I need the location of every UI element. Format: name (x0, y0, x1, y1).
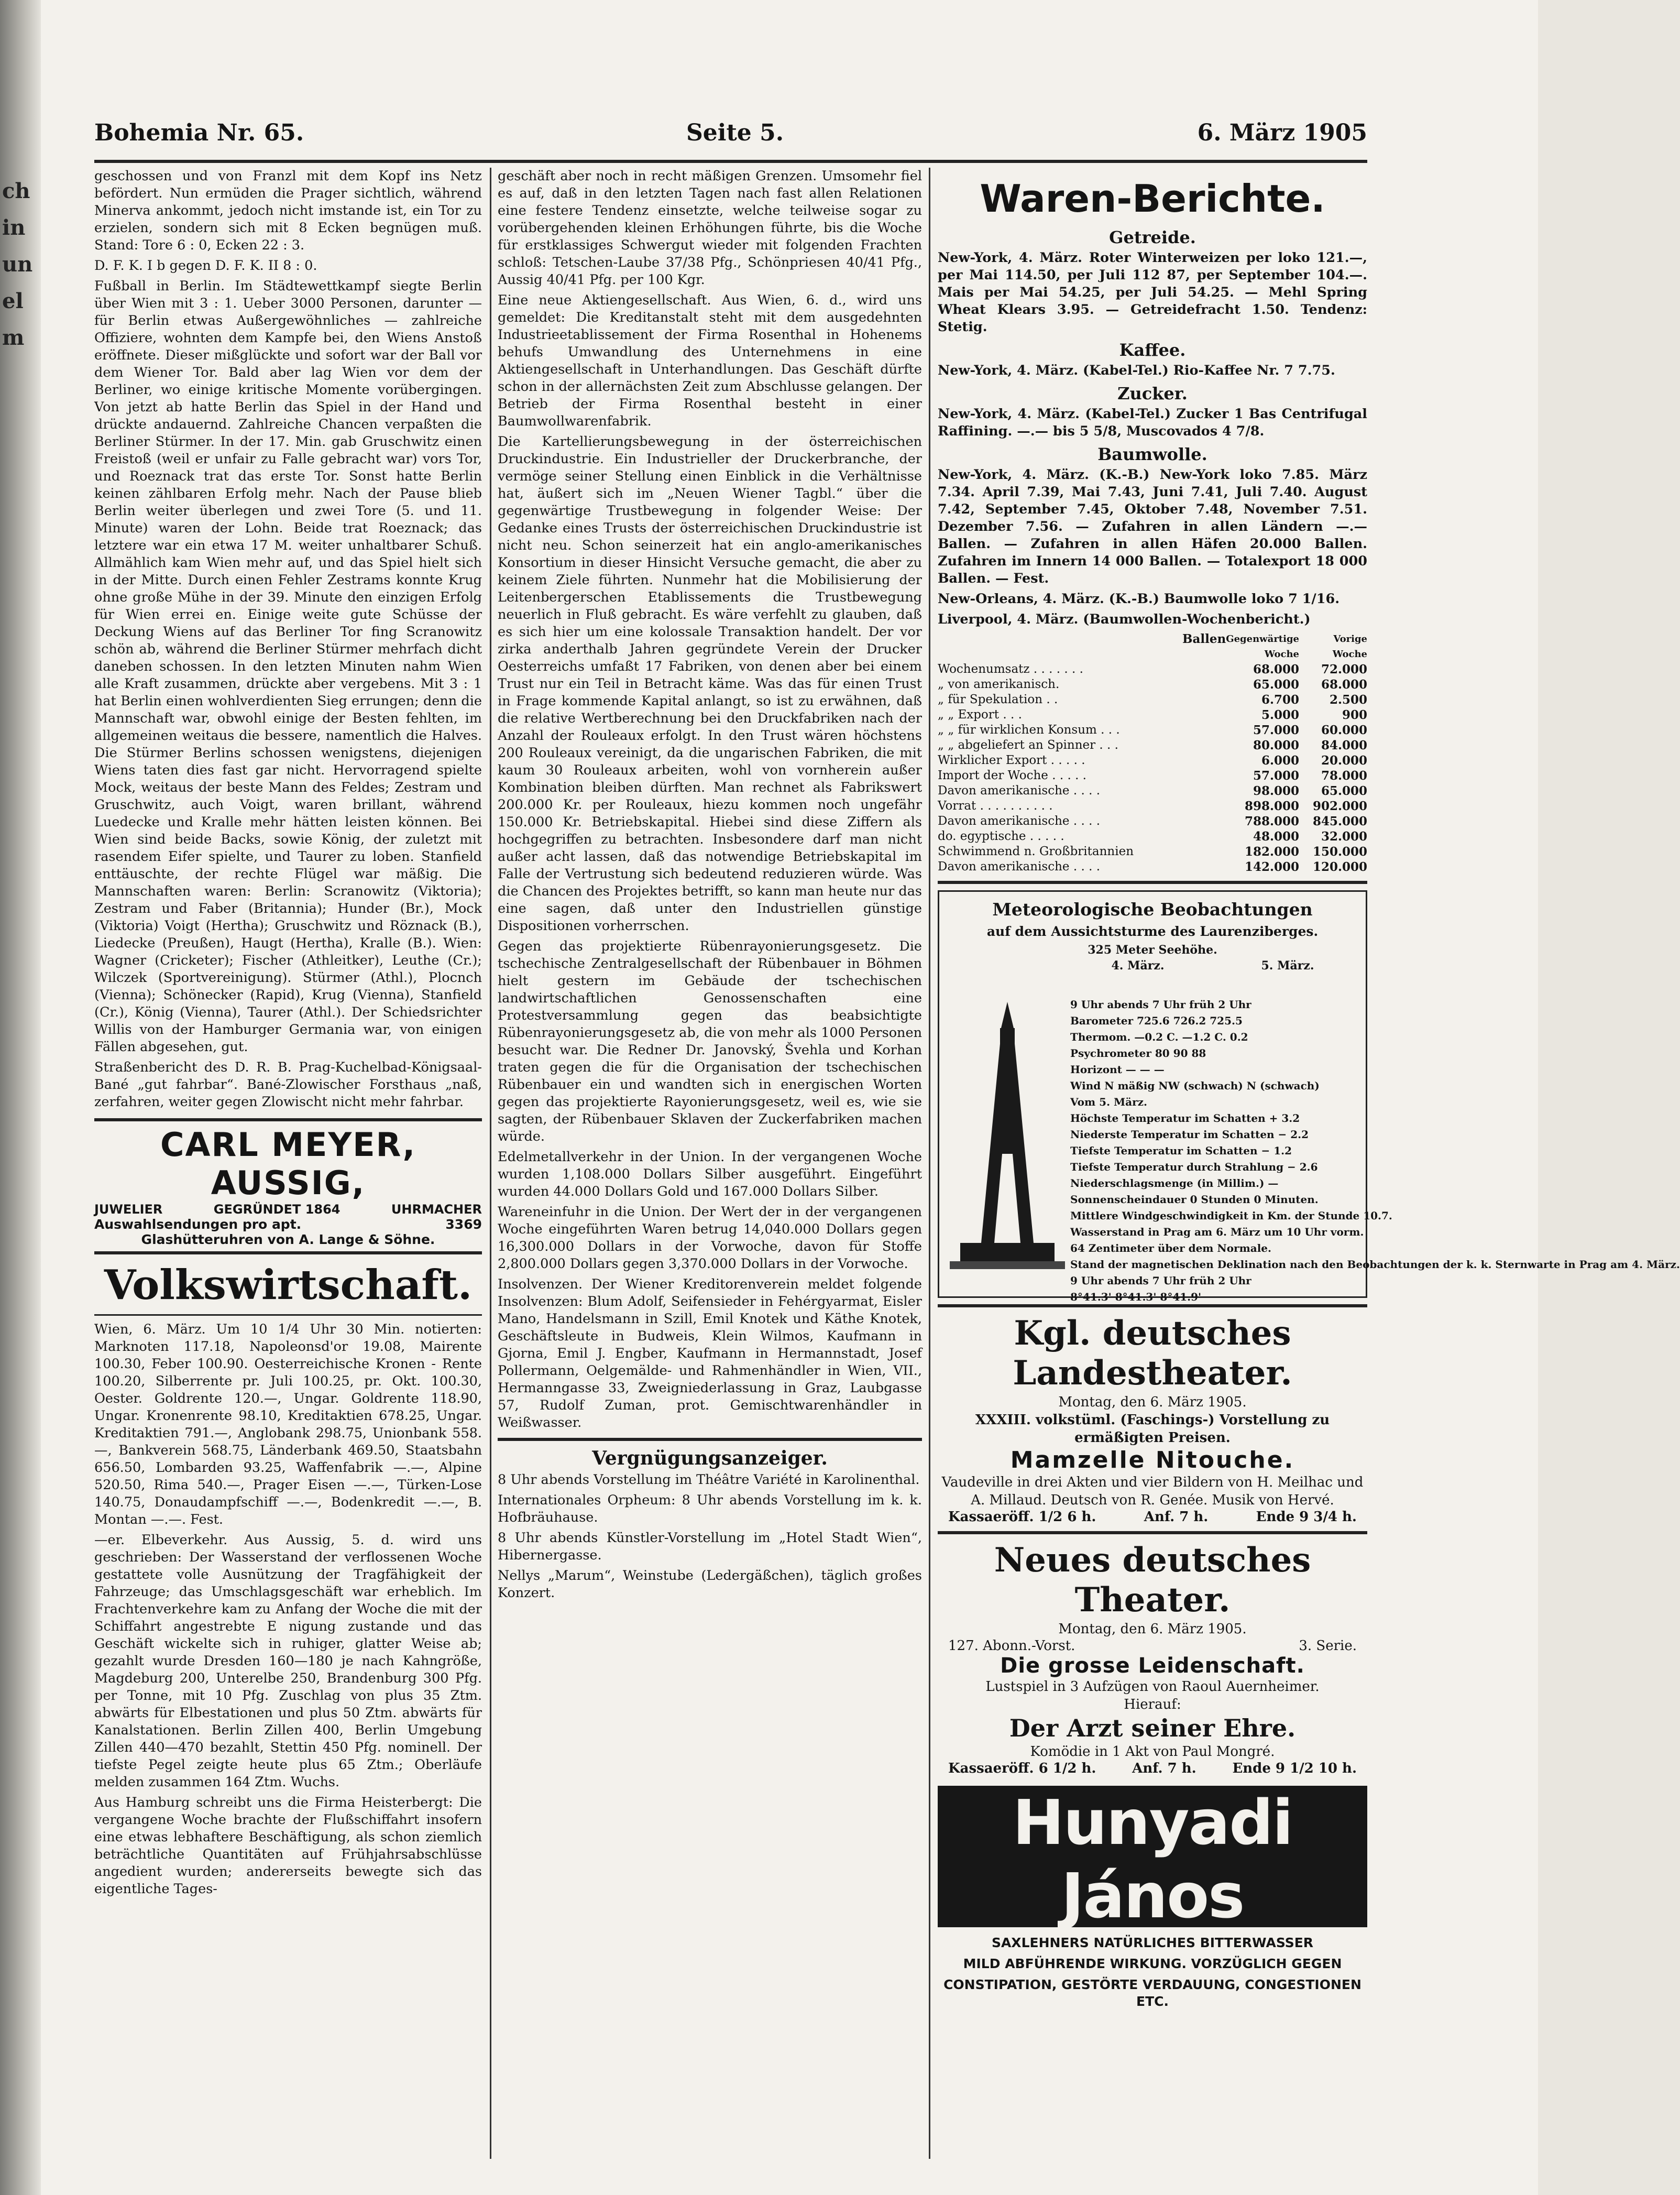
page-header (94, 119, 1367, 156)
neues-theater-abonn: 127. Abonn.-Vorst. (948, 1638, 1075, 1654)
table-cell-label: „ von amerikanisch. (938, 678, 1060, 691)
table-row (938, 677, 1367, 692)
meteo-line: Mittlere Windgeschwindigkeit in Km. der Stunde 10.7. (1070, 1209, 1392, 1222)
landestheater-ad (938, 1314, 1367, 1525)
meteo-line: Niederschlagsmenge (in Millim.) — (1070, 1177, 1279, 1189)
landestheater-date: Montag, den 6. März 1905. (1058, 1394, 1247, 1410)
neues-theater-line4: Komödie in 1 Akt von Paul Mongré. (1030, 1744, 1275, 1760)
economy-paragraph-4: Gegen das projektierte Rübenrayonierungsgesetz. Die tschechische Zentralgesellschaft der Rübenbauer in Böhmen hielt gestern im Gebäude der tschechischen landwirtschaftlichen Genossenschaften eine Protestversammlung gegen das beabsichtigte Rübenrayonierungsgesetz ab, die von mehr als 1000 Personen besucht war. Die Redner Dr. Janovský, Švehla und Korhan traten gegen die für die Organisation der tschechischen Rübenbauer ein und wandten sich in energischen Worten gegen das projektierte Rayonierungsgesetz, weil es, wie sie sagten, der Rübenbauer Sklaven der Zuckerfabriken machen würde. (498, 938, 922, 1144)
table-cell-current: 65.000 (1253, 678, 1299, 692)
zucker-text: New-York, 4. März. (Kabel-Tel.) Zucker 1 Bas Centrifugal Raffining. —.— bis 5 5/8, Muscovados 4 7/8. (938, 406, 1367, 439)
landestheater-start: Anf. 7 h. (1144, 1509, 1209, 1525)
liverpool-head: Liverpool, 4. März. (Baumwollen-Wochenbericht.) (938, 611, 1311, 627)
table-cell-label: Davon amerikanische . . . . (938, 860, 1101, 873)
hunyadi-janos-ad (938, 1786, 1367, 2009)
previous-page-fragment: m (2, 325, 25, 350)
table-cell-previous: 84.000 (1321, 738, 1367, 752)
table-row (938, 844, 1367, 859)
table-col-previous: Vorige Woche (1332, 634, 1367, 660)
meteo-line: Stand der magnetischen Deklination nach den Beobachtungen der k. k. Sternwarte in Prag am 4. März. (1070, 1258, 1680, 1271)
volkswirtschaft-paragraph-3: Aus Hamburg schreibt uns die Firma Heisterbergt: Die vergangene Woche brachte der Flußschiffahrt insofern eine etwas lebhaftere Beschäftigung, als schon ziemlich beträchtliche Quantitäten auf Frühjahrsabschlüsse angedient wurden; andererseits bewegte sich das eigentliche Tages- (94, 1795, 482, 1897)
sport-paragraph-4: Straßenbericht des D. R. B. Prag-Kuchelbad-Königsaal-Bané „gut fahrbar“. Bané-Zlowischer Forsthaus „naß, zerfahren, weiter gegen Zlowischt nicht mehr fahrbar. (94, 1060, 482, 1110)
table-cell-current: 142.000 (1244, 860, 1299, 874)
neues-theater-series (938, 1638, 1367, 1654)
ad-meyer-trades (94, 1202, 482, 1217)
meteo-line: Wind N mäßig NW (schwach) N (schwach) (1070, 1079, 1320, 1092)
table-cell-label: Vorrat . . . . . . . . . . (938, 799, 1053, 813)
table-cell-previous: 2.500 (1329, 693, 1367, 707)
table-cell-label: Davon amerikanische . . . . (938, 784, 1101, 798)
meteo-line: Niederste Temperatur im Schatten − 2.2 (1070, 1128, 1309, 1141)
meteo-line: 8°41.3' 8°41.3' 8°41.9' (1070, 1291, 1202, 1303)
table-cell-current: 48.000 (1253, 829, 1299, 844)
landestheater-open: Kassaeröff. 1/2 6 h. (948, 1509, 1096, 1525)
table-row (938, 799, 1367, 814)
ad-meyer-right: UHRMACHER (391, 1202, 482, 1217)
vergnuegung-list (498, 1471, 922, 1602)
laurenzi-tower-illustration (950, 997, 1065, 1269)
table-cell-previous: 72.000 (1321, 662, 1367, 676)
ad-meyer-line3: Glashütteruhren von A. Lange & Söhne. (141, 1232, 435, 1247)
table-row (938, 707, 1367, 723)
table-cell-current: 5.000 (1261, 708, 1299, 722)
table-row (938, 738, 1367, 753)
table-cell-current: 788.000 (1244, 814, 1299, 828)
sport-paragraph-2: D. F. K. I b gegen D. F. K. II 8 : 0. (94, 258, 317, 274)
table-row (938, 662, 1367, 677)
table-cell-label: „ für Spekulation . . (938, 693, 1058, 706)
table-col-label: Ballen (1182, 632, 1226, 646)
neues-theater-line3: Hierauf: (1124, 1697, 1181, 1712)
table-cell-current: 182.000 (1244, 845, 1299, 859)
table-cell-previous: 60.000 (1321, 723, 1367, 737)
baumwolle-head: Baumwolle. (1097, 444, 1207, 464)
baumwolle-text-2: New-Orleans, 4. März. (K.-B.) Baumwolle loko 7 1/16. (938, 591, 1340, 607)
meteo-date-2: 5. März. (1261, 959, 1314, 973)
economy-paragraph-2: Eine neue Aktiengesellschaft. Aus Wien, 6. d., wird uns gemeldet: Die Kreditanstalt steht mit dem ausgedehnten Industrieetablissement der Firma Rosenthal in Hohenems behufs Umwandlung des Unternehmens in eine Aktiengesellschaft in Unterhandlungen. Das Geschäft dürfte schon in der allernächsten Zeit zum Abschlusse gelangen. Der Betrieb der Firma Rosenthal besteht in einer Baumwollwarenfabrik. (498, 292, 922, 429)
neues-theater-end: Ende 9 1/2 10 h. (1232, 1761, 1357, 1776)
table-cell-label: do. egyptische . . . . . (938, 829, 1064, 843)
economy-paragraph-7: Insolvenzen. Der Wiener Kreditorenverein meldet folgende Insolvenzen: Blum Adolf, Seifensieder in Fehérgyarmat, Eisler Mano, Handelsmann in Szill, Emil Knotek und Käthe Knotek, Geschäftsleute in Budweis, Klein Wilmos, Kaufmann in Gjorna, Emil J. Engber, Kaufmann in Hermannstadt, Josef Pollermann, Oelgemälde- und Rahmenhändler in Wien, VII., Hermanngasse 33, Zweigniederlassung in Graz, Laubgasse 57, Rudolf Zuman, prot. Gemischtwarenhändler in Weißwasser. (498, 1276, 922, 1430)
vergnuegung-item-2: Internationales Orpheum: 8 Uhr abends Vorstellung im k. k. Hofbräuhause. (498, 1492, 922, 1525)
table-col-current: Gegenwärtige Woche (1226, 634, 1299, 660)
hunyadi-line3: CONSTIPATION, GESTÖRTE VERDAUUNG, CONGESTIONEN ETC. (938, 1974, 1367, 2012)
table-cell-label: Schwimmend n. Großbritannien (938, 845, 1134, 858)
table-cell-current: 57.000 (1253, 769, 1299, 783)
neues-theater-play: Die grosse Leidenschaft. (1000, 1654, 1305, 1678)
landestheater-line1: XXXIII. volkstüml. (Faschings-) Vorstellung zu ermäßigten Preisen. (975, 1412, 1330, 1446)
table-cell-current: 80.000 (1253, 738, 1299, 752)
hunyadi-line2: MILD ABFÜHRENDE WIRKUNG. VORZÜGLICH GEGEN (938, 1953, 1367, 1974)
column-left (94, 168, 482, 2159)
economy-paragraph-6: Wareneinfuhr in die Union. Der Wert der in der vergangenen Woche eingeführten Waren betrug 14,040.000 Dollars gegen 16,300.000 Dollars in der Vorwoche, davon für Stoffe 2,800.000 Dollars gegen 3,370.000 Dollars in der Vorwoche. (498, 1204, 922, 1272)
landestheater-name: Kgl. deutsches Landestheater. (1013, 1314, 1292, 1393)
kaffee-head: Kaffee. (1119, 340, 1186, 360)
table-header-row (938, 631, 1367, 662)
table-cell-previous: 32.000 (1321, 829, 1367, 844)
meteo-line: Tiefste Temperatur im Schatten − 1.2 (1070, 1144, 1292, 1157)
meteo-line: Sonnenscheindauer 0 Stunden 0 Minuten. (1070, 1193, 1319, 1206)
meteo-readings (1070, 997, 1680, 1305)
previous-page-fragment: in (2, 215, 26, 240)
baumwolle-text-1: New-York, 4. März. (K.-B.) New-York loko 7.85. März 7.34. April 7.39, Mai 7.43, Juni 7.41, Juli 7.40. August 7.42, September 7.45, Oktober 7.48, November 7.51. Dezember 7.56. — Zufahren in allen Ländern —.— Ballen. — Zufahren in allen Häfen 20.000 Ballen. Zufahren im Innern 14 000 Ballen. — Totalexport 18 000 Ballen. — Fest. (938, 467, 1367, 586)
table-row (938, 859, 1367, 875)
landestheater-times (938, 1509, 1367, 1525)
table-cell-label: „ „ Export . . . (938, 708, 1022, 722)
table-cell-label: Davon amerikanische . . . . (938, 814, 1101, 828)
previous-page-fragment: un (2, 252, 33, 277)
sport-paragraph-1: geschossen und von Franzl mit dem Kopf ins Netz befördert. Nun ermüden die Prager sichtlich, während Minerva ankommt, jedoch nicht imstande ist, ein Tor zu erzielen, sondern sich mit 8 Ecken begnügen muß. Stand: Tore 6 : 0, Ecken 22 : 3. (94, 168, 482, 253)
economy-paragraph-1: geschäft aber noch in recht mäßigen Grenzen. Umsomehr fiel es auf, daß in den letzten Tagen nach fast allen Relationen eine festere Tendenz einsetzte, welche teilweise sogar zu vorübergehenden kleinen Erhöhungen führte, bis die Woche für erstklassiges Schwergut wieder mit folgenden Frachten schloß: Tetschen-Laube 37/38 Pfg., Schönpriesen 40/41 Pfg., Aussig 40/41 Pfg. per 100 Kgr. (498, 168, 922, 288)
meteo-altitude: 325 Meter Seehöhe. (1088, 943, 1217, 957)
table-row (938, 768, 1367, 783)
column-divider-2 (929, 168, 930, 2159)
landestheater-play: Mamzelle Nitouche. (1010, 1447, 1295, 1473)
kaffee-text: New-York, 4. März. (Kabel-Tel.) Rio-Kaffee Nr. 7 7.75. (938, 363, 1335, 378)
previous-page-fragments (2, 173, 34, 356)
table-cell-label: „ „ für wirklichen Konsum . . . (938, 723, 1120, 737)
column-divider-1 (490, 168, 491, 2159)
vergnuegung-item-3: 8 Uhr abends Künstler-Vorstellung im „Hotel Stadt Wien“, Hibernergasse. (498, 1530, 922, 1563)
getreide-head: Getreide. (1109, 227, 1196, 247)
landestheater-line2: Vaudeville in drei Akten und vier Bildern von H. Meilhac und A. Millaud. Deutsch von R. Genée. Musik von Hervé. (941, 1475, 1364, 1508)
table-cell-current: 6.000 (1261, 753, 1299, 768)
neues-theater-rule (938, 1531, 1367, 1534)
meteo-line: 9 Uhr abends 7 Uhr früh 2 Uhr (1070, 998, 1251, 1011)
table-cell-label: Wirklicher Export . . . . . (938, 753, 1085, 767)
ad-meyer-line2-number: 3369 (445, 1217, 482, 1232)
neues-theater-ad (938, 1541, 1367, 1776)
table-cell-previous: 68.000 (1321, 678, 1367, 692)
table-row (938, 753, 1367, 768)
volkswirtschaft-paragraph-2: —er. Elbeverkehr. Aus Aussig, 5. d. wird uns geschrieben: Der Wasserstand der verflossenen Woche gestattete volle Ausnützung der Tragfähigkeit der Fahrzeuge; das Umschlagsgeschäft war erheblich. Im Frachtenverkehre kam zu Anfang der Woche die mit der Schiffahrt angestrebte E nigung zustande und das Geschäft wickelte sich in ruhiger, glatter Weise ab; gezahlt wurde Dresden 160—180 je nach Kahngröße, Magdeburg 200, Unterelbe 250, Brandenburg 300 Pfg. per Tonne, mit 10 Pfg. Zuschlag von plus 35 Ztm. abwärts für Elbestationen und plus 50 Ztm. abwärts für Kanalstationen. Berlin Zillen 400, Berlin Umgebung Zillen 440—470 bezahlt, Stettin 450 Pfg. nominell. Der tiefste Pegel zeigte heute plus 65 Ztm.; Oberläufe melden zusammen 164 Ztm. Wuchs. (94, 1532, 482, 1790)
table-row (938, 692, 1367, 707)
meteo-line: Thermom. —0.2 C. —1.2 C. 0.2 (1070, 1031, 1248, 1043)
meteo-line: Tiefste Temperatur durch Strahlung − 2.6 (1070, 1161, 1318, 1173)
vergnuegung-item-4: Nellys „Marum“, Weinstube (Ledergäßchen), täglich großes Konzert. (498, 1568, 922, 1601)
header-rule (94, 160, 1367, 163)
meteo-rule (938, 881, 1367, 884)
table-row (938, 723, 1367, 738)
table-cell-current: 6.700 (1261, 693, 1299, 707)
waren-title: Waren-Berichte. (980, 177, 1325, 221)
meteo-line: Wasserstand in Prag am 6. März um 10 Uhr vorm. (1070, 1226, 1364, 1238)
sport-paragraph-3: Fußball in Berlin. Im Städtewettkampf siegte Berlin über Wien mit 3 : 1. Ueber 3000 Personen, darunter — für Berlin etwas Außergewöhnliches — zahlreiche Offiziere, wohnten dem Kampfe bei, den Wiens Anstoß eröffnete. Dieser mißglückte und sofort war der Ball vor dem Wiener Tor. Bald aber lag Wien vor dem der Berliner, wo einige kritische Momente vorübergingen. Von jetzt ab hatte Berlin das Spiel in der Hand und drückte andauernd. Zahlreiche Chancen verpaßten die Berliner Stürmer. In der 17. Min. gab Gruschwitz einen Freistoß (weil er unfair zu Falle gebracht war) vors Tor, und Roeznack trat das erste Tor. Sonst hatte Berlin keinen zählbaren Erfolg mehr. Nach der Pause blieb Berlin weiter überlegen und zwei Tore (5. und 11. Minute) waren der Lohn. Beide trat Roeznack; das letztere war ein etwa 17 M. weiter unhaltbarer Schuß. Allmählich kam Wien mehr auf, und das Spiel hielt sich in der Mitte. Durch einen Fehler Zestrams konnte Krug ohne große Mühe in der 39. Minute den einzigen Erfolg für Wien errei en. Einige weite gute Schüsse der Deckung Wiens auf das Berliner Tor fing Scranowitz schön ab, während die Berliner Stürmer mehrfach dicht daneben schossen. In den letzten Minuten nahm Wien alle Kraft zusammen, drückte aber vergebens. Mit 3 : 1 hat Berlin einen wohlverdienten Sieg errungen; denn die Mannschaft war, obwohl einige der Besten fehlten, im allgemeinen weitaus die bessere, namentlich die Halves. Die Stürmer Berlins schossen wenigstens, diejenigen Wiens taten dies fast gar nicht. Hervorragend spielte Mock, weitaus der beste Mann des Feldes; Zestram und Gruschwitz, auch Voigt, waren brillant, während Luedecke und Kralle mehr hätten leisten können. Bei Wien sind beide Backs, sowie König, der zuletzt mit rasendem Eifer spielte, und Taurer zu loben. Stanfield enttäuschte, der rechte Flügel war mäßig. Die Mannschaften waren: Berlin: Scranowitz (Viktoria); Zestram und Faber (Britannia); Hunder (Br.), Mock (Viktoria) Voigt (Hertha); Gruschwitz und Röznack (B.), Liedecke (Preußen), Haugt (Hertha), Kralle (B.). Wien: Wagner (Cricketer); Fischer (Athleitker), Leuthe (Cr.); Wilczek (Sportvereinigung). Stürmer (Athl.), Plocnch (Vienna); Schönecker (Rapid), Krug (Vienna), Stanfield (Cr.), König (Vienna), Taurer (Athl.). Der Schiedsrichter Willis von der Hamburger Germania war, von einigen Fällen abgesehen, gut. (94, 278, 482, 1055)
ad-meyer-line2 (94, 1217, 482, 1232)
neues-theater-name: Neues deutsches Theater. (994, 1541, 1311, 1620)
table-row (938, 829, 1367, 844)
getreide-text: New-York, 4. März. Roter Winterweizen per loko 121.—, per Mai 114.50, per Juli 112 87, per September 104.—. Mais per Mai 54.25, per Juli 54.25. — Mehl Spring Wheat Klears 3.95. — Getreidefracht 1.50. Tendenz: Stetig. (938, 250, 1367, 335)
table-cell-label: Import der Woche . . . . . (938, 769, 1086, 782)
neues-theater-open: Kassaeröff. 6 1/2 h. (948, 1761, 1096, 1776)
previous-page-edge (0, 0, 41, 2195)
table-cell-current: 57.000 (1253, 723, 1299, 737)
meteo-line: Barometer 725.6 726.2 725.5 (1070, 1014, 1243, 1027)
neues-theater-serie: 3. Serie. (1299, 1638, 1357, 1654)
table-cell-previous: 20.000 (1321, 753, 1367, 768)
neues-theater-play2: Der Arzt seiner Ehre. (1009, 1714, 1296, 1742)
meteo-title: Meteorologische Beobachtungen (992, 899, 1313, 920)
table-cell-previous: 120.000 (1312, 860, 1367, 874)
meteo-line: 64 Zentimeter über dem Normale. (1070, 1242, 1271, 1254)
vergnuegung-item-1: 8 Uhr abends Vorstellung im Théâtre Variété in Karolinenthal. (498, 1472, 920, 1488)
header-issue: Bohemia Nr. 65. (94, 119, 304, 146)
ad-carl-meyer (94, 1118, 482, 1254)
table-cell-label: Wochenumsatz . . . . . . . (938, 662, 1083, 676)
meteo-subtitle: auf dem Aussichtsturme des Laurenziberges. (986, 924, 1319, 939)
landestheater-end: Ende 9 3/4 h. (1256, 1509, 1357, 1525)
meteo-dates (942, 959, 1363, 973)
volkswirtschaft-paragraph-1: Wien, 6. März. Um 10 1/4 Uhr 30 Min. notierten: Marknoten 117.18, Napoleonsd'or 19.08, Mairente 100.30, Feber 100.90. Oesterreichische Kronen - Rente 100.20, Silberrente pr. Juli 100.25, pr. Okt. 100.30, Oester. Goldrente 120.—, Ungar. Goldrente 118.90, Ungar. Kronenrente 98.10, Kreditaktien 678.25, Ungar. Kreditaktien 791.—, Anglobank 298.75, Unionbank 558.—, Bankverein 568.75, Länderbank 469.50, Staatsbahn 656.50, Lombarden 93.25, Waffenfabrik —.—, Alpine 520.50, Rima 540.—, Prager Eisen —.—, Türken-Lose 140.75, Donaudampfschiff —.—, Bodenkredit —.—, B. Montan —.—. Fest. (94, 1322, 482, 1527)
volkswirtschaft-section (94, 1321, 482, 1898)
liverpool-table (938, 631, 1367, 875)
sport-section (94, 168, 482, 1111)
table-row (938, 783, 1367, 799)
neues-theater-line2: Lustspiel in 3 Aufzügen von Raoul Auernheimer. (985, 1679, 1320, 1695)
table-cell-previous: 78.000 (1321, 769, 1367, 783)
header-date: 6. März 1905 (1197, 119, 1367, 146)
meteo-line: Höchste Temperatur im Schatten + 3.2 (1070, 1112, 1300, 1124)
meteo-line: Psychrometer 80 90 88 (1070, 1047, 1206, 1060)
economy-articles (498, 168, 922, 1432)
hunyadi-line1: SAXLEHNERS NATÜRLICHES BITTERWASSER (938, 1932, 1367, 1953)
ad-meyer-founded: GEGRÜNDET 1864 (213, 1202, 341, 1217)
meteo-date-1: 4. März. (1111, 959, 1165, 973)
column-right (938, 168, 1680, 2159)
meteo-box (938, 890, 1680, 1303)
column-middle (498, 168, 922, 2159)
previous-page-fragment: ch (2, 179, 30, 203)
meteo-line: 9 Uhr abends 7 Uhr früh 2 Uhr (1070, 1274, 1251, 1287)
zucker-head: Zucker. (1117, 384, 1188, 403)
neues-theater-start: Anf. 7 h. (1132, 1761, 1196, 1776)
table-cell-current: 68.000 (1253, 662, 1299, 676)
vergnuegung-rule (498, 1438, 922, 1441)
table-cell-previous: 65.000 (1321, 784, 1367, 798)
table-cell-previous: 902.000 (1312, 799, 1367, 813)
table-row (938, 814, 1367, 829)
table-cell-current: 98.000 (1253, 784, 1299, 798)
economy-paragraph-3: Die Kartellierungsbewegung in der österreichischen Druckindustrie. Ein Industrieller der Druckerbranche, der vermöge seiner Stellung einen Einblick in die Verhältnisse hat, äußert sich im „Neuen Wiener Tagbl.“ über die gegenwärtige Trustbewegung in folgender Weise: Der Gedanke eines Trusts der österreichischen Druckindustrie ist nicht neu. Schon seinerzeit hat ein anglo-amerikanisches Konsortium in dieser Hinsicht Versuche gemacht, die aber zu keinem Ziele führten. Nunmehr hat die Mobilisierung der Leitenbergerschen Etablissements die Trustbewegung neuerlich in Fluß gebracht. Es wäre verfehlt zu glauben, daß es sich hier um eine kolossale Transaktion handelt. Der vor zirka anderthalb Jahren gegründete Verein der Drucker Oesterreichs umfaßt 17 Fabriken, von denen aber bei einem Trust nur ein Teil in Betracht käme. Was das für einen Trust in Frage kommende Kapital anlangt, so ist zu erwähnen, daß die relative Wertberechnung bei den Druckfabriken nach der Anzahl der Rouleaux erfolgt. In den Trust wären höchstens 200 Rouleaux vereinigt, da die ungarischen Fabriken, die mit kaum 30 Rouleaux arbeiten, wohl von vornherein außer Kombination bleiben dürften. Man rechnet als Fabrikswert 200.000 Kr. per Rouleaux, hiezu kommen noch ungefähr 150.000 Kr. Betriebskapital. Hiebei sind diese Ziffern als hochgegriffen zu betrachten. Insbesondere darf man nicht außer acht lassen, daß das notwendige Betriebskapital im Falle der Vertrustung sich bedeutend reduzieren würde. Was die Chancen des Projektes betrifft, so kann man heute nur das eine sagen, daß unter den Industriellen günstige Dispositionen vorherrschen. (498, 434, 922, 934)
ad-meyer-line2-text: Auswahlsendungen pro apt. (94, 1217, 302, 1232)
hunyadi-name: Hunyadi János (1012, 1786, 1293, 1932)
meteo-line: Vom 5. März. (1070, 1096, 1147, 1108)
table-cell-previous: 845.000 (1312, 814, 1367, 828)
vergnuegung-title: Vergnügungsanzeiger. (592, 1447, 828, 1469)
volkswirtschaft-rule (94, 1314, 482, 1316)
ad-meyer-name: CARL MEYER, AUSSIG, (160, 1126, 416, 1202)
table-cell-previous: 150.000 (1312, 845, 1367, 859)
ad-meyer-left: JUWELIER (94, 1202, 163, 1217)
table-cell-label: „ „ abgeliefert an Spinner . . . (938, 738, 1118, 752)
previous-page-fragment: el (2, 289, 24, 313)
table-cell-previous: 900 (1342, 708, 1367, 722)
economy-paragraph-5: Edelmetallverkehr in der Union. In der vergangenen Woche wurden 1,108.000 Dollars Silber ausgeführt. Eingeführt wurden 44.000 Dollars Gold und 167.000 Dollars Silber. (498, 1149, 922, 1199)
neues-theater-times (938, 1761, 1367, 1776)
meteo-line: Horizont — — — (1070, 1063, 1165, 1076)
volkswirtschaft-title: Volkswirtschaft. (104, 1261, 473, 1309)
header-page-number: Seite 5. (686, 119, 784, 146)
table-cell-current: 898.000 (1244, 799, 1299, 813)
neues-theater-date: Montag, den 6. März 1905. (1058, 1621, 1247, 1637)
